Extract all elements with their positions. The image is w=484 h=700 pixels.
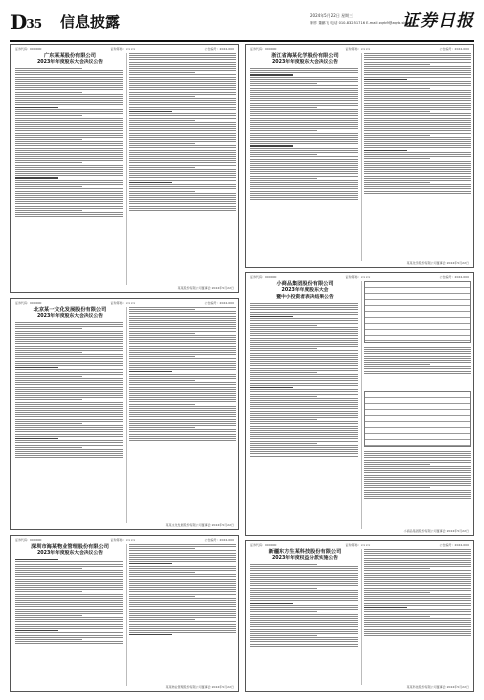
notice-body-text — [250, 68, 358, 261]
notice-body-text — [15, 322, 123, 523]
notice-signature: 某某文化发展股份有限公司董事会 2024年5月22日 — [165, 523, 234, 527]
section-title: 信息披露 — [60, 13, 121, 31]
notice-signature: 某某科技股份有限公司董事会 2024年5月22日 — [406, 685, 469, 689]
notice-signature: 某某化学股份有限公司董事会 2024年5月22日 — [406, 261, 469, 265]
column-divider — [361, 281, 362, 529]
notice-signature: 某某物业管理股份有限公司董事会 2024年5月22日 — [165, 685, 234, 689]
column-divider — [126, 544, 127, 686]
notice-subtitle: 2023年年度股东大会决议公告 — [36, 60, 104, 65]
notice-signature: 某某股份有限公司董事会 2024年5月22日 — [177, 286, 234, 290]
masthead — [10, 10, 474, 38]
notice-block — [10, 44, 239, 293]
notice-body-text — [364, 53, 471, 259]
masthead-rule — [10, 40, 474, 42]
notice-subtitle: 2023年年度股东大会决议公告 — [36, 551, 104, 556]
notice-title: 小商品集团股份有限公司 — [276, 281, 334, 287]
notice-body-text — [250, 303, 358, 529]
column-divider — [126, 53, 127, 285]
notice-body-text — [129, 307, 236, 503]
publication-date: 2024年5月22日 星期三 — [310, 13, 354, 18]
notice-title: 北京某一文化发展股份有限公司 — [33, 307, 107, 313]
notice-body-text — [364, 549, 471, 679]
notice-title: 深圳市海某物业管理股份有限公司 — [31, 544, 109, 550]
notice-codes: 证券代码：000000 证券简称：×××× 公告编号：2024-000 — [250, 47, 469, 51]
notice-subtitle-line2: 暨中小投资者表决结果公告 — [276, 295, 334, 300]
notice-subtitle: 2023年年度权益分派实施公告 — [271, 556, 339, 561]
vote-result-table — [364, 391, 471, 447]
notice-title: 新疆东方生某科技股份有限公司 — [268, 549, 342, 555]
notice-body-text — [129, 544, 236, 680]
editor-contact: 制作 董鹏飞 电话 010-83251716 E-mail zqrb9@zqrb.sina.net — [310, 21, 416, 25]
notice-block — [10, 298, 239, 530]
notice-codes: 证券代码：000000 证券简称：×××× 公告编号：2024-000 — [250, 543, 469, 547]
notice-body-text — [364, 347, 471, 387]
notice-title: 浙江省海某化学股份有限公司 — [271, 53, 339, 59]
notice-body-text — [364, 451, 471, 523]
notice-signature: 小商品集团股份有限公司董事会 2024年5月22日 — [403, 529, 469, 533]
notice-subtitle: 2023年年度股东大会决议公告 — [36, 314, 104, 319]
notice-codes: 证券代码：000000 证券简称：×××× 公告编号：2024-000 — [250, 275, 469, 279]
newspaper-logo: 证券日报 — [402, 11, 474, 31]
notice-body-text — [15, 68, 123, 286]
notice-subtitle: 2023年年度股东大会决议公告 — [271, 60, 339, 65]
notice-block — [245, 272, 474, 536]
notice-block — [245, 540, 474, 692]
vote-result-table — [364, 281, 471, 343]
notice-codes: 证券代码：000000 证券简称：×××× 公告编号：2024-000 — [15, 47, 234, 51]
notice-block — [10, 535, 239, 692]
column-divider — [361, 549, 362, 685]
notice-block — [245, 44, 474, 268]
notice-codes: 证券代码：000000 证券简称：×××× 公告编号：2024-000 — [15, 538, 234, 542]
page-number: D35 — [10, 10, 42, 34]
notice-subtitle: 2023年年度股东大会 — [281, 288, 329, 293]
column-divider — [126, 307, 127, 523]
notice-body-text — [250, 564, 358, 686]
notice-codes: 证券代码：000000 证券简称：×××× 公告编号：2024-000 — [15, 301, 234, 305]
column-divider — [361, 53, 362, 261]
notice-title: 广东某某股份有限公司 — [44, 53, 96, 59]
notice-body-text — [15, 559, 123, 686]
notice-body-text — [129, 53, 236, 285]
